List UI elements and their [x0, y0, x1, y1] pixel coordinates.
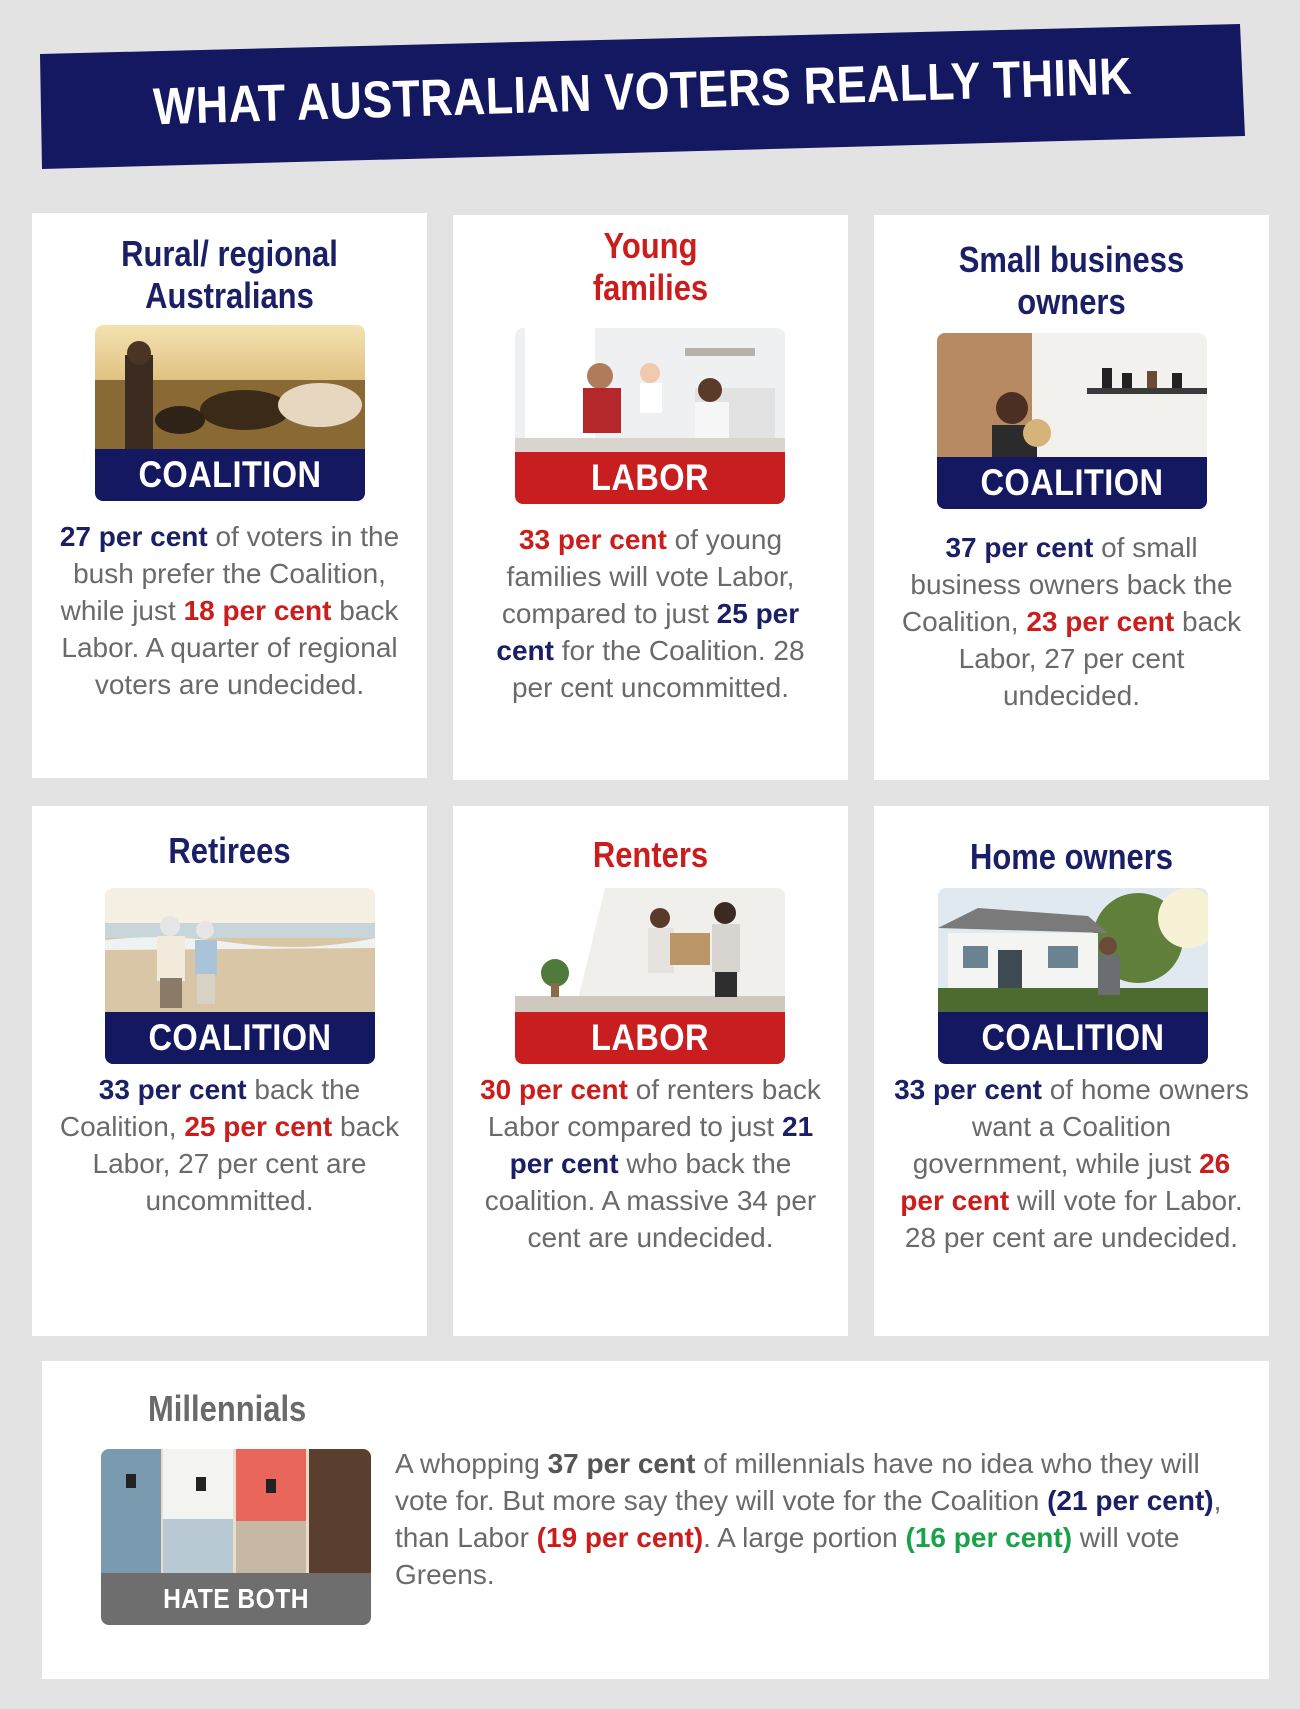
card-title-line1: Retirees — [168, 830, 291, 871]
labor-stat: (19 per cent) — [536, 1522, 704, 1553]
card-retirees — [32, 806, 427, 1336]
card-home-owners — [874, 806, 1269, 1336]
retired-couple-beach-photo — [105, 888, 375, 1012]
party-badge-labor: LABOR — [515, 1012, 785, 1064]
millennials-body — [395, 1445, 1245, 1593]
couple-moving-boxes-photo — [515, 888, 785, 1012]
body-text-part: of small business owners back the Coalition, — [901, 532, 1233, 637]
header-banner — [40, 24, 1245, 164]
body-text-part: of home owners want a Coalition government, while just — [912, 1074, 1249, 1179]
card-title-line1: Home owners — [969, 836, 1174, 877]
card-title-line1: Small business — [958, 239, 1185, 280]
labor-stat: 23 per cent — [1026, 606, 1175, 637]
body-text-part: . A large portion — [703, 1522, 906, 1553]
party-badge-labor: LABOR — [515, 452, 785, 504]
party-badge-coalition: COALITION — [937, 457, 1207, 509]
farmer-with-cattle-photo — [95, 325, 365, 449]
body-text-part: back Labor. A quarter of regional voters are undecided. — [61, 595, 399, 700]
coalition-stat: (21 per cent) — [1047, 1485, 1214, 1516]
coalition-stat: 25 per cent — [496, 598, 800, 666]
card-title-line2: owners — [1017, 281, 1126, 322]
labor-stat: 33 per cent — [518, 524, 667, 555]
body-text-part: of voters in the bush prefer the Coalition, while just — [60, 521, 400, 626]
card-body — [473, 1071, 828, 1256]
party-badge-neither: HATE BOTH PARTIES — [101, 1573, 371, 1625]
body-text-part: will vote for Labor. 28 per cent are undecided. — [904, 1185, 1243, 1253]
labor-stat: 25 per cent — [184, 1111, 333, 1142]
card-title-line1: Renters — [592, 834, 709, 875]
young-family-photo — [515, 328, 785, 452]
hair-salon-photo — [937, 333, 1207, 457]
card-title-line1: Rural/ regional — [121, 233, 338, 274]
card-title-line1: Young — [603, 225, 698, 266]
card-title-line2: families — [592, 267, 709, 308]
card-body — [894, 529, 1249, 714]
body-text-part: back Labor, 27 per cent are uncommitted. — [92, 1111, 400, 1216]
card-body — [52, 518, 407, 703]
body-text-part: A whopping — [395, 1448, 548, 1479]
card-body — [894, 1071, 1249, 1256]
coalition-stat: 37 per cent — [945, 532, 1094, 563]
card-body — [473, 521, 828, 706]
body-text-part: for the Coalition. 28 per cent uncommitted. — [511, 635, 805, 703]
card-title — [902, 836, 1242, 878]
page-title: WHAT AUSTRALIAN VOTERS REALLY THINK — [152, 47, 1133, 137]
card-title — [60, 830, 400, 872]
coalition-stat: 27 per cent — [59, 521, 208, 552]
greens-stat: (16 per cent) — [905, 1522, 1073, 1553]
card-body — [52, 1071, 407, 1219]
card-title-line2: Australians — [145, 275, 314, 316]
body-text-part: who back the coalition. A massive 34 per cent are undecided. — [484, 1148, 817, 1253]
card-young-families — [453, 215, 848, 780]
undecided-stat: 37 per cent — [547, 1448, 696, 1479]
body-text-part: back the Coalition, — [59, 1074, 361, 1142]
body-text-part: , than Labor — [395, 1485, 1222, 1553]
coalition-stat: 33 per cent — [98, 1074, 247, 1105]
coalition-stat: 21 per cent — [509, 1111, 814, 1179]
party-badge-coalition: COALITION — [105, 1012, 375, 1064]
body-text-part: back Labor, 27 per cent undecided. — [958, 606, 1242, 711]
coalition-stat: 33 per cent — [894, 1074, 1042, 1105]
body-text-part: of renters back Labor compared to just — [487, 1074, 821, 1142]
card-title — [60, 233, 400, 317]
card-title — [481, 834, 821, 876]
labor-stat: 26 per cent — [900, 1148, 1231, 1216]
labor-stat: 18 per cent — [183, 595, 332, 626]
card-small-business — [874, 215, 1269, 780]
card-title — [902, 239, 1242, 323]
body-text-part: of millennials have no idea who they will vote for. But more say they will vote for the Coalition — [395, 1448, 1200, 1516]
card-renters — [453, 806, 848, 1336]
card-title — [481, 225, 821, 309]
suburban-house-photo — [938, 888, 1208, 1012]
body-text-part: of young families will vote Labor, compared to just — [501, 524, 795, 629]
millennials-title: Millennials — [148, 1388, 307, 1429]
card-rural — [32, 213, 427, 778]
labor-stat: 30 per cent — [480, 1074, 628, 1105]
body-text-part: will vote Greens. — [395, 1522, 1180, 1590]
party-badge-coalition: COALITION — [938, 1012, 1208, 1064]
millennials-with-phones-photo — [101, 1449, 371, 1573]
party-badge-coalition: COALITION — [95, 449, 365, 501]
